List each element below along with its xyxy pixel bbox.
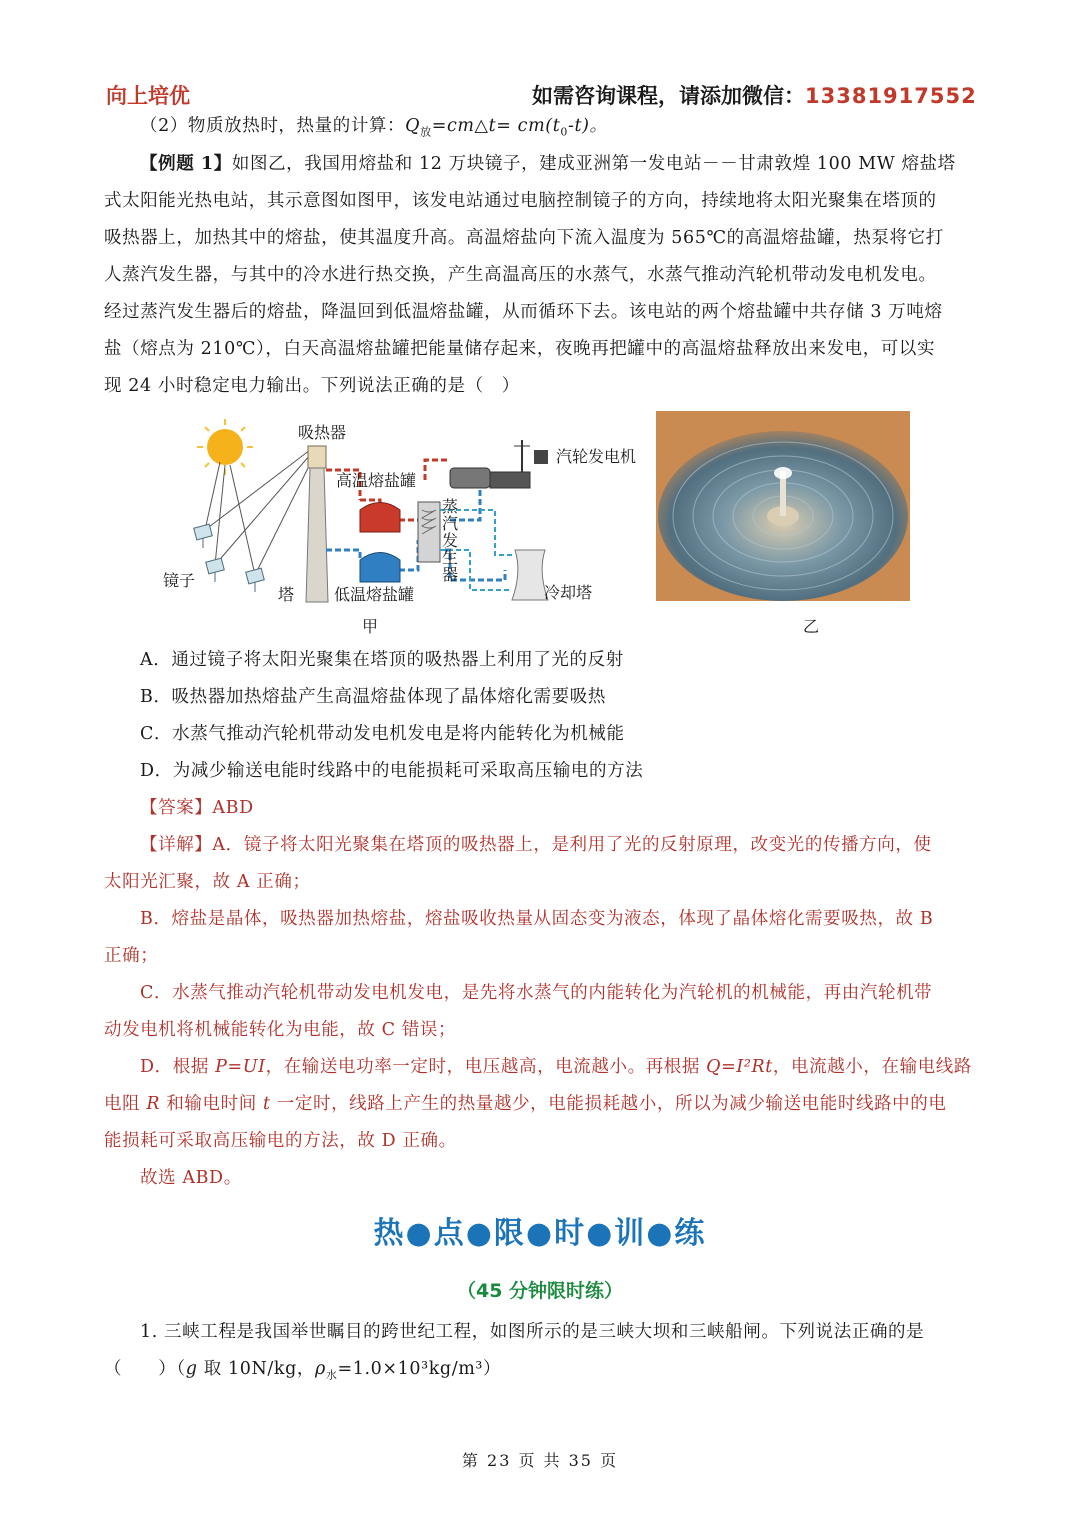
detail-d2-a: 电阻 (104, 1094, 147, 1114)
option-c: C．水蒸气推动汽轮机带动发电机发电是将内能转化为机械能 (140, 724, 625, 744)
label-cold-tank: 低温熔盐罐 (334, 585, 415, 604)
tower-icon (306, 446, 328, 602)
label-steam-char: 生 (442, 548, 459, 567)
detail-b-line-2: 正确； (104, 946, 159, 966)
photo-svg (656, 411, 910, 601)
example-tag: 【例题 1】 (140, 154, 232, 174)
formula-q: Q (405, 116, 421, 136)
question-1-line-1: 1. 三峡工程是我国举世瞩目的跨世纪工程，如图所示的是三峡大坝和三峡船闸。下列说法正确的是 (140, 1322, 925, 1342)
section-subtitle: （45 分钟限时练） (456, 1280, 624, 1302)
formula-rest: =cm△t= cm(t (431, 116, 561, 136)
cold-tank-icon (360, 553, 400, 583)
label-steam-generator (442, 498, 458, 583)
detail-d-line-1 (140, 1055, 976, 1079)
option-b: B．吸热器加热熔盐产生高温熔盐体现了晶体熔化需要吸热 (140, 687, 606, 707)
contact-phone: 13381917552 (805, 84, 977, 108)
answer-line (140, 796, 976, 820)
label-mirror: 镜子 (163, 571, 196, 590)
example-line-4: 人蒸汽发生器，与其中的冷水进行热交换，产生高温高压的水蒸气，水蒸气推动汽轮机带动发电机发电。 (104, 265, 937, 285)
formula-tail: -t)。 (567, 116, 608, 136)
label-steam-char: 汽 (442, 514, 459, 533)
detail-d1-a: D．根据 (140, 1057, 216, 1077)
formula-power: P=UI (215, 1057, 266, 1077)
contact-info (532, 80, 977, 110)
symbol-g: g (185, 1359, 198, 1379)
label-turbine: 汽轮发电机 (556, 447, 637, 466)
example-line-1 (140, 152, 976, 176)
solar-field-photo (656, 411, 910, 601)
turbine-generator-icon (450, 440, 548, 488)
detail-tag: 【详解】 (140, 835, 213, 855)
label-steam-char: 蒸 (442, 497, 459, 516)
formula-sub0: 0 (560, 125, 568, 139)
label-cooling-tower: 冷却塔 (544, 583, 593, 602)
caption-jia: 甲 (362, 617, 379, 636)
formula-joule: Q=I²Rt (706, 1057, 773, 1077)
reflected-rays (205, 450, 312, 575)
mirror-icons (194, 524, 265, 592)
detail-c-line-1: C．水蒸气推动汽轮机带动发电机发电，是先将水蒸气的内能转化为汽轮机的机械能，再由汽轮机带 (140, 983, 933, 1003)
detail-d-line-3: 能损耗可采取高压输电的方法，故 D 正确。 (104, 1131, 457, 1151)
detail-a-line-2: 太阳光汇聚，故 A 正确； (104, 872, 311, 892)
symbol-t: t (262, 1094, 271, 1114)
page-number: 第 23 页 共 35 页 (461, 1451, 619, 1470)
solar-plant-diagram (150, 410, 650, 610)
question-1-line-2 (104, 1357, 976, 1388)
example-line-2: 式太阳能光热电站，其示意图如图甲，该发电站通过电脑控制镜子的方向，持续地将太阳光聚集在塔顶的 (104, 191, 937, 211)
option-a: A．通过镜子将太阳光聚集在塔顶的吸热器上利用了光的反射 (140, 650, 624, 670)
caption-yi: 乙 (803, 617, 820, 636)
heat-formula-line (140, 114, 976, 145)
cooling-tower-icon (512, 550, 548, 600)
example-line-7: 现 24 小时稳定电力输出。下列说法正确的是（ ） (104, 376, 520, 396)
detail-a1: A．镜子将太阳光聚集在塔顶的吸热器上，是利用了光的反射原理，改变光的传播方向，使 (212, 835, 932, 855)
brand-name: 向上培优 (106, 84, 190, 108)
symbol-r: R (146, 1094, 161, 1114)
steam-generator-icon (418, 502, 440, 562)
label-steam-char: 器 (442, 565, 459, 584)
contact-prefix: 如需咨询课程，请添加微信： (532, 84, 805, 108)
section-title: 热●点●限●时●训●练 (373, 1216, 707, 1251)
example-text: 如图乙，我国用熔盐和 12 万块镜子，建成亚洲第一发电站－－甘肃敦煌 100 MW 熔盐塔 (231, 154, 956, 174)
q1-l2-c: =1.0×10³kg/m³） (337, 1359, 502, 1379)
detail-a-line-1 (140, 833, 976, 857)
detail-d2-c: 一定时，线路上产生的热量越少，电能损耗越小，所以为减少输送电能时线路中的电 (270, 1094, 947, 1114)
q1-l2-b: 取 10N/kg， (197, 1359, 315, 1379)
symbol-rho: ρ (314, 1359, 326, 1379)
label-hot-tank: 高温熔盐罐 (336, 471, 417, 490)
answer-tag: 【答案】 (140, 798, 213, 818)
example-line-3: 吸热器上，加热其中的熔盐，使其温度升高。高温熔盐向下流入温度为 565℃的高温熔盐罐，热泵将它打 (104, 228, 944, 248)
q1-l2-a: （ ）（ (104, 1359, 186, 1379)
formula-sub: 放 (420, 125, 432, 139)
label-steam-char: 发 (442, 531, 459, 550)
example-line-6: 盐（熔点为 210℃），白天高温熔盐罐把能量储存起来，夜晚再把罐中的高温熔盐释放出来发电，可以实 (104, 339, 936, 359)
detail-d1-b: ，在输送电功率一定时，电压越高，电流越小。再根据 (265, 1057, 707, 1077)
detail-c-line-2: 动发电机将机械能转化为电能，故 C 错误； (104, 1020, 457, 1040)
detail-d-line-2 (104, 1092, 976, 1116)
label-tower: 塔 (278, 585, 295, 604)
answer-value: ABD (212, 798, 254, 818)
label-absorber: 吸热器 (298, 423, 347, 442)
detail-d1-c: ，电流越小，在输电线路 (772, 1057, 973, 1077)
example-line-5: 经过蒸汽发生器后的熔盐，降温回到低温熔盐罐，从而循环下去。该电站的两个熔盐罐中共存储 3 万吨熔 (104, 302, 943, 322)
detail-conclusion: 故选 ABD。 (140, 1168, 242, 1188)
sun-rays (205, 462, 255, 575)
option-d: D．为减少输送电能时线路中的电能损耗可采取高压输电的方法 (140, 761, 644, 781)
formula-prefix: （2）物质放热时，热量的计算： (140, 116, 406, 136)
detail-d2-b: 和输电时间 (160, 1094, 263, 1114)
rho-sub: 水 (325, 1368, 338, 1382)
hot-tank-icon (360, 503, 400, 533)
detail-b-line-1: B．熔盐是晶体，吸热器加热熔盐，熔盐吸收热量从固态变为液态，体现了晶体熔化需要吸热，故 B (140, 909, 934, 929)
